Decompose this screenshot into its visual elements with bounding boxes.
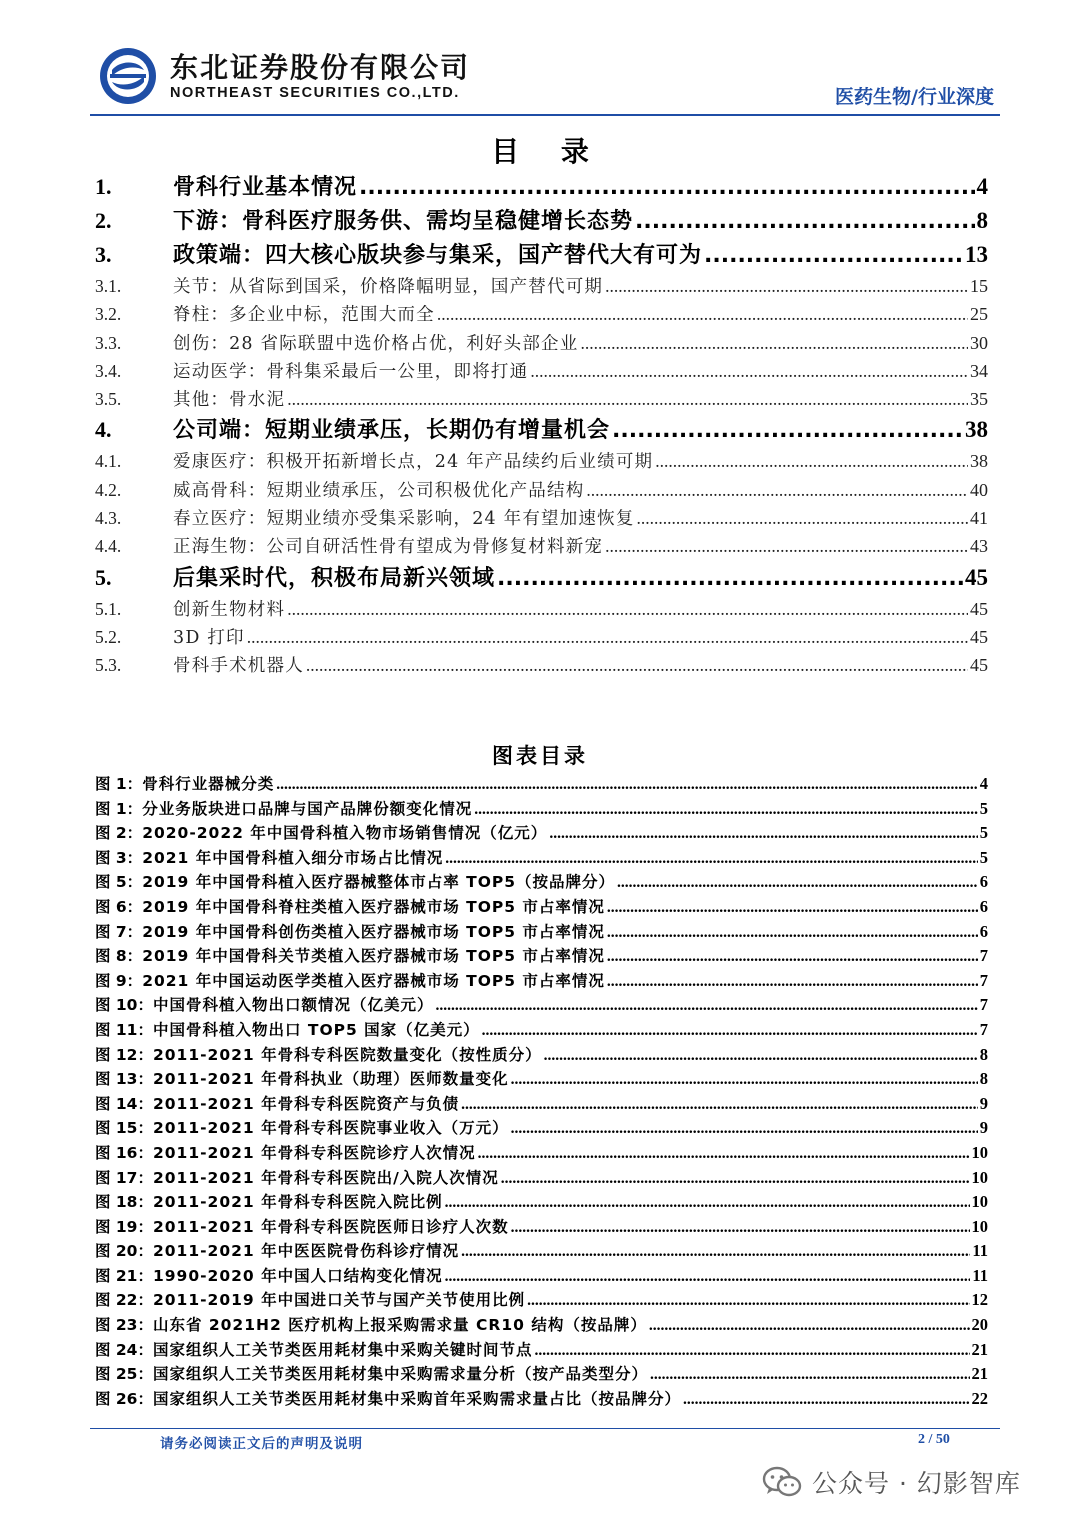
company-name-en: NORTHEAST SECURITIES CO.,LTD.	[170, 85, 460, 101]
figure-entry-label: 国家组织人工关节类医用耗材集中采购需求量分析（按产品类型分）	[152, 1365, 648, 1384]
wechat-icon	[762, 1465, 802, 1499]
toc-entry[interactable]	[95, 300, 988, 328]
toc-entry-page: 34	[970, 360, 988, 381]
figure-entry-label: 国家组织人工关节类医用耗材集中采购首年采购需求量占比（按品牌分）	[152, 1389, 681, 1408]
figure-entry-page: 7	[979, 1019, 988, 1039]
figure-entry[interactable]	[95, 772, 988, 797]
toc-entry-number: 4.2.	[95, 479, 122, 500]
toc-entry[interactable]	[95, 476, 988, 504]
toc-entry-label: 威高骨科：短期业绩承压，公司积极优化产品结构	[173, 480, 585, 501]
dot-leader	[445, 847, 978, 872]
figure-entry[interactable]	[95, 1387, 988, 1412]
toc-entry-number: 3.	[95, 242, 112, 267]
figure-entry-number: 图 17：	[95, 1168, 153, 1187]
page-header	[90, 40, 1000, 110]
figure-entry-number: 图 26：	[95, 1389, 153, 1408]
figure-entry-page: 6	[979, 872, 988, 892]
figure-entry-page: 10	[971, 1167, 988, 1187]
toc-entry[interactable]	[95, 623, 988, 651]
toc-entry-page: 30	[970, 332, 988, 353]
figure-entry-number: 图 21：	[95, 1266, 153, 1285]
toc-entry-number: 1.	[95, 174, 112, 199]
figure-entry[interactable]	[95, 846, 988, 871]
figure-entry[interactable]	[95, 1141, 988, 1166]
figure-entry-number: 图 8：	[95, 947, 143, 966]
toc-entry-page: 40	[970, 479, 988, 500]
figure-entry[interactable]	[95, 1362, 988, 1387]
figure-entry-label: 2011-2019 年中国进口关节与国产关节使用比例	[152, 1291, 526, 1310]
figure-entry[interactable]	[95, 1116, 988, 1141]
dot-leader	[650, 1363, 970, 1388]
figure-entry-label: 国家组织人工关节类医用耗材集中采购关键时间节点	[152, 1340, 533, 1359]
company-logo	[98, 46, 158, 106]
toc-entry-page: 41	[970, 508, 988, 529]
figure-entry[interactable]	[95, 1190, 988, 1215]
figure-entry-number: 图 22：	[95, 1291, 153, 1310]
dot-leader	[605, 272, 968, 300]
figure-entry-number: 图 11：	[95, 1020, 153, 1039]
watermark	[762, 1458, 1021, 1506]
toc-title: 目 录	[491, 135, 605, 168]
figure-entry-label: 2020-2022 年中国骨科植入物市场销售情况（亿元）	[142, 824, 548, 843]
figure-list-title: 图表目录	[492, 744, 588, 768]
toc-entry-label: 政策端：四大核心版块参与集采，国产替代大有可为	[173, 243, 703, 268]
figure-entry[interactable]	[95, 993, 988, 1018]
dot-leader	[497, 562, 963, 596]
toc-entry-number: 5.	[95, 564, 112, 590]
toc-entry-label: 下游：骨科医疗服务供、需均呈稳健增长态势	[173, 209, 634, 234]
figure-entry[interactable]	[95, 870, 988, 895]
toc-entry-number: 3.3.	[95, 332, 122, 353]
figure-entry-page: 7	[979, 995, 988, 1015]
figure-entry-number: 图 13：	[95, 1070, 153, 1089]
figure-entry-page: 7	[979, 946, 988, 966]
figure-entry[interactable]	[95, 1239, 988, 1264]
toc-entry-label: 骨科手术机器人	[173, 656, 304, 677]
dot-leader	[435, 994, 977, 1019]
figure-entry-label: 2019 年中国骨科植入医疗器械整体市占率 TOP5（按品牌分）	[142, 873, 616, 892]
figure-entry[interactable]	[95, 1338, 988, 1363]
toc-entry[interactable]	[95, 238, 988, 272]
figure-entry[interactable]	[95, 1092, 988, 1117]
figure-entry-label: 中国骨科植入物出口额情况（亿美元）	[152, 996, 434, 1015]
toc-entry-label: 关节：从省际到国采，价格降幅明显，国产替代可期	[173, 277, 604, 297]
figure-entry-label: 2011-2021 年骨科专科医院出/入院人次情况	[152, 1168, 499, 1187]
toc-entry-number: 3.2.	[95, 304, 122, 325]
figure-entry[interactable]	[95, 1264, 988, 1289]
figure-entry[interactable]	[95, 1313, 988, 1338]
toc-entry-number: 3.1.	[95, 276, 122, 296]
dot-leader	[683, 1388, 970, 1413]
figure-entry-label: 2021 年中国骨科植入细分市场占比情况	[142, 848, 444, 867]
figure-entry[interactable]	[95, 1067, 988, 1092]
figure-entry-label: 2011-2021 年骨科专科医院诊疗人次情况	[152, 1143, 476, 1162]
figure-entry-number: 图 16：	[95, 1143, 153, 1162]
figure-entry-number: 图 23：	[95, 1316, 153, 1335]
toc-entry-label: 春立医疗：短期业绩亦受集采影响，24 年有望加速恢复	[173, 509, 635, 530]
figure-entry-page: 5	[979, 823, 988, 843]
dot-leader	[474, 798, 978, 823]
document-category: 医药生物/行业深度	[835, 86, 994, 108]
figure-entry[interactable]	[95, 821, 988, 846]
company-name-cn: 东北证券股份有限公司	[170, 51, 471, 84]
dot-leader	[437, 300, 968, 328]
figure-entry-page: 20	[971, 1315, 988, 1335]
figure-entry-number: 图 12：	[95, 1045, 153, 1064]
dot-leader	[635, 205, 974, 239]
toc-entry-label: 后集采时代，积极布局新兴领域	[173, 565, 496, 591]
dot-leader	[276, 773, 978, 798]
figure-entry-number: 图 14：	[95, 1094, 153, 1113]
toc-entry-label: 3D 打印	[173, 627, 245, 648]
dot-leader	[607, 921, 978, 946]
dot-leader	[306, 651, 968, 679]
figure-entry-number: 图 5：	[95, 873, 143, 892]
toc-entry[interactable]	[95, 651, 988, 679]
toc-entry[interactable]	[95, 329, 988, 357]
dot-leader	[511, 1216, 970, 1241]
figure-entry-label: 中国骨科植入物出口 TOP5 国家（亿美元）	[152, 1020, 480, 1039]
figure-entry-page: 22	[971, 1388, 988, 1408]
toc-entry-label: 正海生物：公司自研活性骨有望成为骨修复材料新宠	[173, 537, 604, 558]
dot-leader	[612, 414, 963, 448]
figure-entry-number: 图 25：	[95, 1365, 153, 1384]
toc-list	[95, 170, 988, 680]
toc-entry-page: 43	[970, 536, 988, 557]
toc-entry-number: 4.1.	[95, 451, 122, 472]
figure-entry-label: 2011-2021 年骨科专科医院资产与负债	[152, 1094, 460, 1113]
figure-entry-label: 2011-2021 年骨科专科医院事业收入（万元）	[152, 1119, 509, 1138]
figure-entry[interactable]	[95, 969, 988, 994]
figure-entry-page: 6	[979, 896, 988, 916]
dot-leader	[649, 1314, 970, 1339]
figure-entry-number: 图 9：	[95, 971, 143, 990]
toc-entry[interactable]	[95, 385, 988, 413]
dot-leader	[586, 476, 968, 504]
dot-leader	[482, 1019, 978, 1044]
toc-entry-page: 35	[970, 389, 988, 410]
toc-entry-page: 25	[970, 304, 988, 325]
dot-leader	[549, 822, 977, 847]
toc-entry[interactable]	[95, 170, 988, 204]
figure-entry-page: 6	[979, 921, 988, 941]
dot-leader	[605, 532, 968, 560]
figure-entry-page: 4	[979, 774, 988, 793]
dot-leader	[501, 1167, 970, 1192]
toc-entry-number: 3.4.	[95, 360, 122, 381]
toc-entry[interactable]	[95, 272, 988, 300]
figure-entry-page: 8	[979, 1069, 988, 1089]
dot-leader	[478, 1142, 970, 1167]
figure-entry-label: 2011-2021 年骨科专科医院医师日诊疗人次数	[152, 1217, 509, 1236]
figure-entry-number: 图 20：	[95, 1242, 153, 1261]
toc-entry-number: 4.4.	[95, 536, 122, 557]
page-indicator: 2 / 50	[918, 1432, 950, 1447]
figure-entry-page: 9	[979, 1093, 988, 1113]
dot-leader	[617, 871, 978, 896]
figure-entry-number: 图 24：	[95, 1340, 153, 1359]
figure-entry-number: 图 2：	[95, 824, 143, 843]
figure-entry-number: 图 7：	[95, 922, 143, 941]
toc-entry-page: 45	[970, 626, 988, 647]
dot-leader	[607, 970, 978, 995]
toc-entry-number: 2.	[95, 208, 112, 233]
figure-entry[interactable]	[95, 1288, 988, 1313]
dot-leader	[637, 504, 968, 532]
toc-entry-label: 运动医学：骨科集采最后一公里，即将打通	[173, 361, 529, 382]
figure-entry-label: 2019 年中国骨科关节类植入医疗器械市场 TOP5 市占率情况	[142, 947, 605, 966]
toc-entry[interactable]	[95, 447, 988, 475]
toc-entry-label: 其他：骨水泥	[173, 390, 286, 411]
toc-entry-page: 8	[976, 208, 988, 233]
toc-entry[interactable]	[95, 595, 988, 623]
figure-entry-page: 21	[971, 1364, 988, 1384]
figure-entry-label: 分业务版块进口品牌与国产品牌份额变化情况	[142, 799, 473, 818]
dot-leader	[530, 357, 968, 385]
figure-entry-label: 山东省 2021H2 医疗机构上报采购需求量 CR10 结构（按品牌）	[152, 1316, 647, 1335]
toc-entry-label: 创新生物材料	[173, 599, 286, 620]
dot-leader	[445, 1191, 970, 1216]
dot-leader	[527, 1289, 969, 1314]
figure-entry-number: 图 1：	[95, 775, 143, 793]
figure-entry-label: 2019 年中国骨科脊柱类植入医疗器械市场 TOP5 市占率情况	[142, 897, 605, 916]
figure-entry-number: 图 10：	[95, 996, 153, 1015]
figure-entry[interactable]	[95, 797, 988, 822]
figure-entry-label: 2011-2021 年骨科执业（助理）医师数量变化	[152, 1070, 509, 1089]
figure-entry-label: 2021 年中国运动医学类植入医疗器械市场 TOP5 市占率情况	[142, 971, 605, 990]
figure-entry-page: 10	[971, 1192, 988, 1212]
figure-entry-page: 5	[979, 847, 988, 867]
toc-entry[interactable]	[95, 357, 988, 385]
figure-entry-page: 21	[971, 1339, 988, 1359]
toc-entry-page: 15	[970, 276, 988, 296]
toc-entry-label: 创伤：28 省际联盟中选价格占优，利好头部企业	[173, 333, 579, 354]
watermark-text: 公众号 · 幻影智库	[812, 1469, 1021, 1498]
figure-list	[95, 772, 988, 1411]
toc-entry-label: 骨科行业基本情况	[173, 175, 358, 200]
toc-entry-label: 爱康医疗：积极开拓新增长点，24 年产品续约后业绩可期	[173, 452, 654, 473]
toc-entry-number: 3.5.	[95, 389, 122, 410]
toc-entry-page: 13	[965, 242, 988, 267]
figure-entry-page: 11	[972, 1265, 988, 1285]
dot-leader	[580, 329, 968, 357]
dot-leader	[544, 1044, 978, 1069]
footer-divider	[90, 1428, 1000, 1429]
dot-leader	[445, 1265, 971, 1290]
figure-entry[interactable]	[95, 1018, 988, 1043]
figure-entry-page: 10	[971, 1216, 988, 1236]
figure-entry[interactable]	[95, 895, 988, 920]
dot-leader	[461, 1240, 970, 1265]
dot-leader	[655, 447, 968, 475]
toc-entry-label: 脊柱：多企业中标，范围大而全	[173, 305, 435, 326]
toc-entry-number: 5.3.	[95, 655, 122, 676]
dot-leader	[287, 385, 968, 413]
figure-entry-page: 8	[979, 1044, 988, 1064]
dot-leader	[247, 623, 968, 651]
figure-entry[interactable]	[95, 1043, 988, 1068]
figure-entry-page: 10	[971, 1142, 988, 1162]
toc-entry-page: 45	[970, 655, 988, 676]
figure-entry-label: 2011-2021 年骨科专科医院入院比例	[152, 1193, 443, 1212]
dot-leader	[287, 595, 968, 623]
figure-entry-number: 图 1：	[95, 799, 143, 818]
figure-entry-label: 1990-2020 年中国人口结构变化情况	[152, 1266, 443, 1285]
toc-entry-number: 5.1.	[95, 598, 122, 619]
figure-entry-page: 12	[971, 1290, 988, 1310]
figure-entry-number: 图 15：	[95, 1119, 153, 1138]
dot-leader	[534, 1339, 969, 1364]
toc-entry-number: 4.	[95, 417, 112, 443]
dot-leader	[511, 1117, 978, 1142]
figure-entry-number: 图 19：	[95, 1217, 153, 1236]
dot-leader	[607, 896, 978, 921]
figure-entry-number: 图 6：	[95, 897, 143, 916]
toc-entry[interactable]	[95, 532, 988, 560]
toc-entry-number: 5.2.	[95, 626, 122, 647]
figure-entry[interactable]	[95, 944, 988, 969]
header-divider	[90, 114, 1000, 116]
figure-entry-label: 2011-2021 年中医医院骨伤科诊疗情况	[152, 1242, 460, 1261]
toc-entry-page: 4	[976, 174, 988, 199]
figure-entry-page: 5	[979, 798, 988, 818]
figure-entry-label: 2019 年中国骨科创伤类植入医疗器械市场 TOP5 市占率情况	[142, 922, 605, 941]
toc-entry-page: 45	[965, 564, 988, 590]
toc-entry-page: 45	[970, 598, 988, 619]
toc-entry[interactable]	[95, 561, 988, 595]
figure-entry-page: 11	[972, 1241, 988, 1261]
figure-entry-number: 图 18：	[95, 1193, 153, 1212]
dot-leader	[511, 1068, 978, 1093]
dot-leader	[704, 239, 963, 273]
figure-entry[interactable]	[95, 1166, 988, 1191]
dot-leader	[607, 945, 978, 970]
disclaimer-note: 请务必阅读正文后的声明及说明	[160, 1436, 363, 1452]
dot-leader	[461, 1093, 978, 1118]
toc-entry[interactable]	[95, 504, 988, 532]
toc-entry[interactable]	[95, 204, 988, 238]
figure-entry-number: 图 3：	[95, 848, 143, 867]
figure-entry[interactable]	[95, 920, 988, 945]
dot-leader	[359, 171, 974, 205]
toc-entry[interactable]	[95, 413, 988, 447]
toc-entry-page: 38	[970, 451, 988, 472]
toc-entry-page: 38	[965, 417, 988, 443]
figure-entry[interactable]	[95, 1215, 988, 1240]
toc-entry-label: 公司端：短期业绩承压，长期仍有增量机会	[173, 418, 611, 444]
figure-entry-page: 7	[979, 970, 988, 990]
toc-entry-number: 4.3.	[95, 508, 122, 529]
figure-entry-label: 骨科行业器械分类	[142, 775, 275, 793]
figure-entry-label: 2011-2021 年骨科专科医院数量变化（按性质分）	[152, 1045, 542, 1064]
figure-entry-page: 9	[979, 1118, 988, 1138]
